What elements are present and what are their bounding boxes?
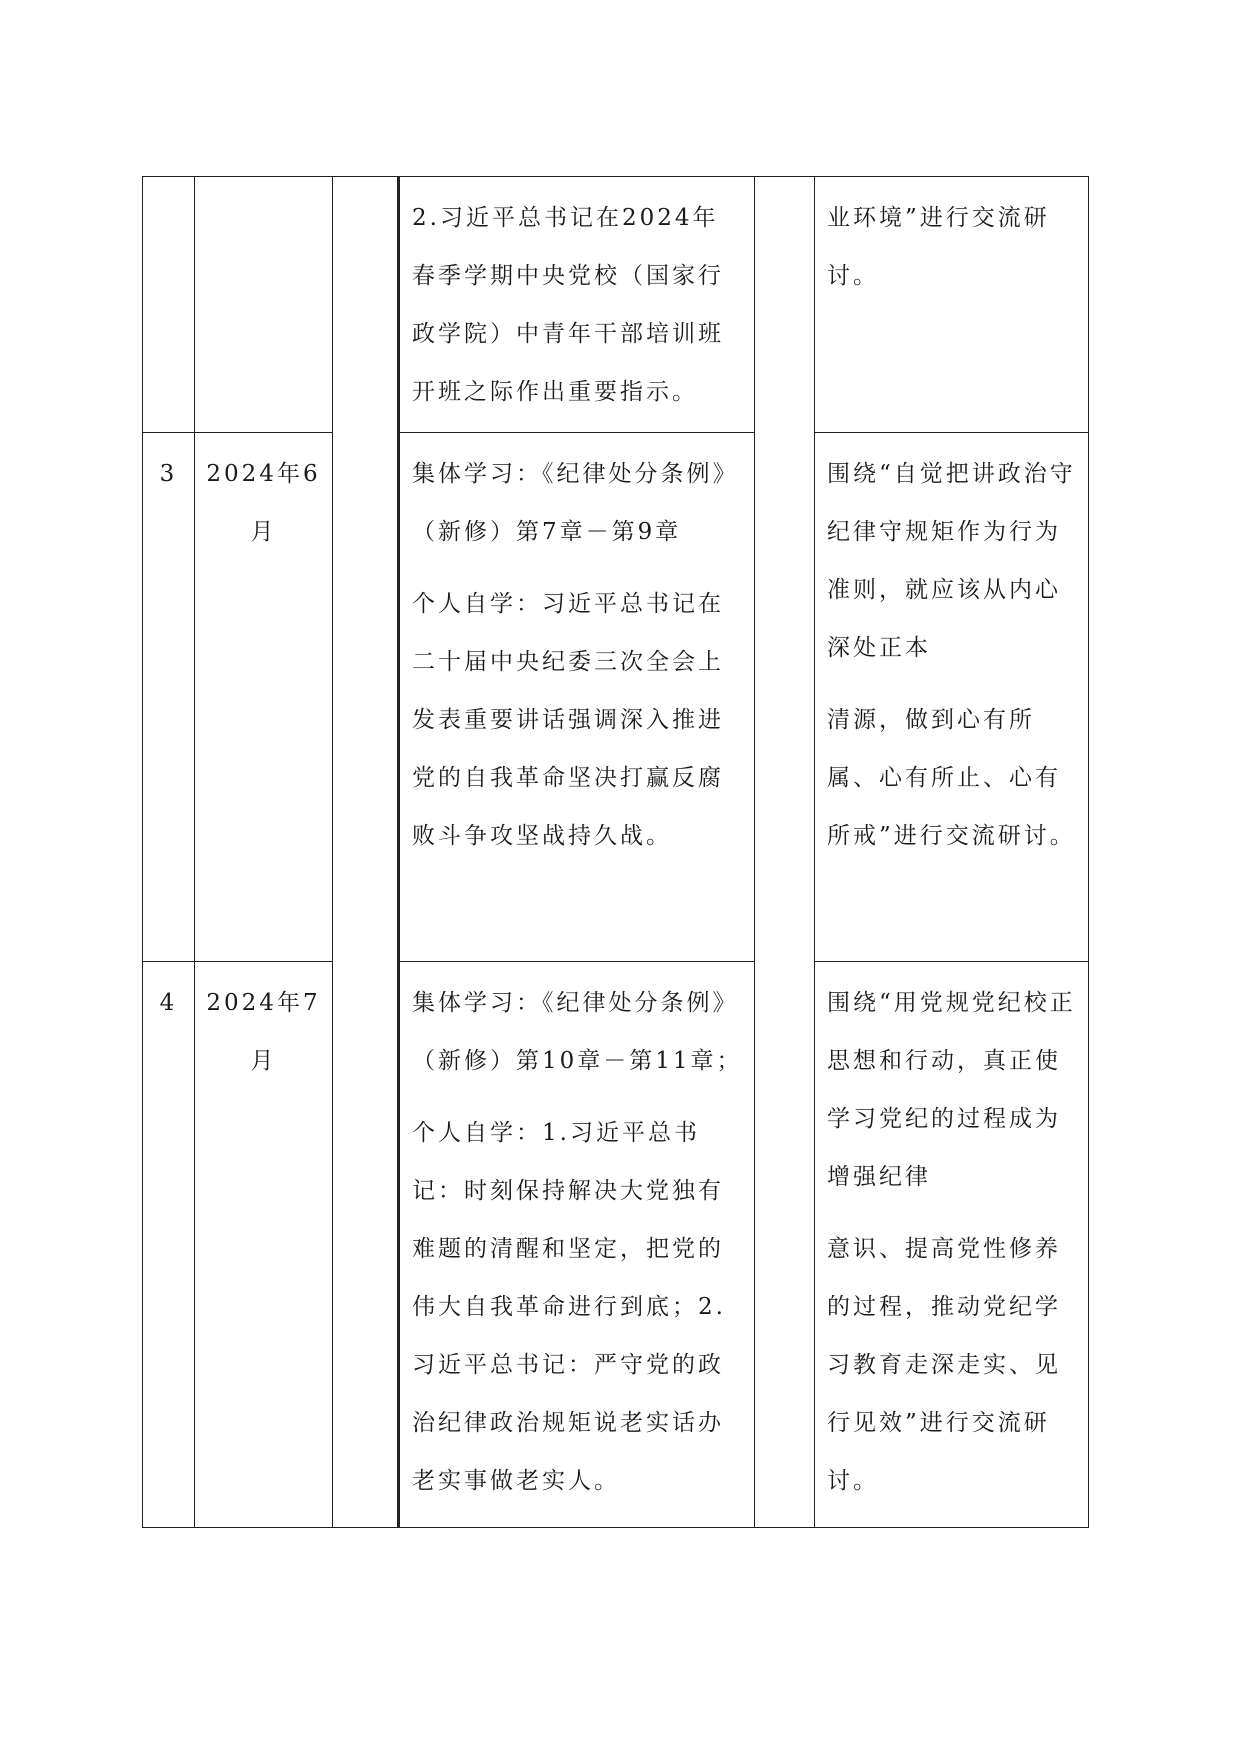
discussion-topic-cell: [815, 433, 1089, 962]
row-number-cell: [143, 177, 195, 433]
date-cell: [195, 177, 333, 433]
topic-paragraph: 业环境”进行交流研讨。: [827, 205, 1050, 289]
study-content-cell: [399, 962, 755, 1528]
row-number-cell: 3: [143, 433, 195, 962]
date-line: 2024年7: [206, 990, 321, 1016]
content-paragraph: 2.习近平总书记在2024年春季学期中央党校（国家行政学院）中青年干部培训班开班之际作出重要指示。: [412, 205, 724, 405]
table-row: [143, 433, 1089, 962]
table-row: [143, 177, 1089, 433]
date-line: 月: [250, 519, 277, 545]
study-plan-table: [142, 176, 1089, 1528]
content-paragraph: 集体学习：《纪律处分条例》（新修）第10章－第11章；: [412, 990, 743, 1074]
content-paragraph: 个人自学：习近平总书记在二十届中央纪委三次全会上发表重要讲话强调深入推进党的自我革命坚决打赢反腐败斗争攻坚战持久战。: [412, 591, 724, 849]
table-row: [143, 962, 1089, 1528]
content-paragraph: 集体学习：《纪律处分条例》（新修）第7章－第9章: [412, 461, 739, 545]
topic-paragraph: 清源，做到心有所属、心有所止、心有所戒”进行交流研讨。: [827, 707, 1076, 849]
row-number-cell: 4: [143, 962, 195, 1528]
date-line: 2024年6: [206, 461, 321, 487]
topic-paragraph: 围绕“自觉把讲政治守纪律守规矩作为行为准则，就应该从内心深处正本: [827, 461, 1076, 661]
discussion-topic-cell: [815, 962, 1089, 1528]
discussion-topic-cell: [815, 177, 1089, 433]
topic-paragraph: 围绕“用党规党纪校正思想和行动，真正使学习党纪的过程成为增强纪律: [827, 990, 1076, 1190]
empty-merged-cell: [755, 177, 815, 1528]
study-content-cell: [399, 177, 755, 433]
study-content-cell: [399, 433, 755, 962]
content-paragraph: 个人自学：1.习近平总书记：时刻保持解决大党独有难题的清醒和坚定，把党的伟大自我革命进行到底；2.习近平总书记：严守党的政治纪律政治规矩说老实话办老实事做老实人。: [412, 1120, 726, 1494]
empty-merged-cell: [333, 177, 399, 1528]
topic-paragraph: 意识、提高党性修养的过程，推动党纪学习教育走深走实、见行见效”进行交流研讨。: [827, 1236, 1061, 1494]
date-cell: [195, 962, 333, 1528]
date-line: 月: [250, 1048, 277, 1074]
date-cell: [195, 433, 333, 962]
